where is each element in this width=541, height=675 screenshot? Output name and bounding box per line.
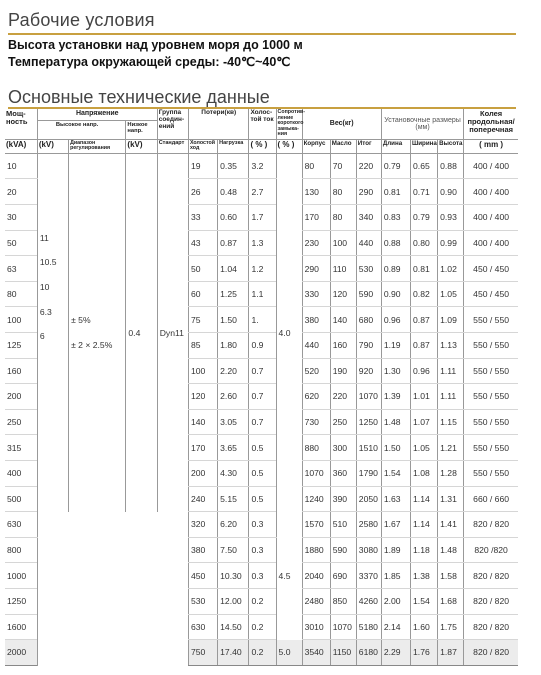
cell-current: 1.7 (249, 205, 276, 231)
cell-total: 3370 (356, 563, 381, 589)
cell-body: 170 (302, 205, 330, 231)
section-title-working-conditions: Рабочие условия (8, 10, 155, 30)
cell-current: 1. (249, 307, 276, 333)
unit-current: ( % ) (249, 139, 276, 153)
cell-current: 0.2 (249, 614, 276, 640)
cell-power: 160 (5, 358, 37, 384)
unit-oil: Масло (330, 139, 356, 153)
cell-width: 1.05 (411, 435, 438, 461)
section-title-tech-data: Основные технические данные (8, 87, 270, 107)
cell-width: 1.38 (411, 563, 438, 589)
cell-width: 0.82 (411, 281, 438, 307)
cell-oil: 300 (330, 435, 356, 461)
cell-body: 380 (302, 307, 330, 333)
cell-current: 1.1 (249, 281, 276, 307)
reg-value: ± 2 × 2.5% (71, 339, 113, 350)
cell-gauge: 400 / 400 (464, 205, 518, 231)
cell-oil: 80 (330, 179, 356, 205)
cell-load: 6.20 (218, 512, 249, 538)
cell-body: 1880 (302, 537, 330, 563)
cell-length: 1.54 (381, 460, 410, 486)
cell-height: 1.28 (438, 460, 464, 486)
cell-body: 520 (302, 358, 330, 384)
cell-noload: 320 (188, 512, 217, 538)
cell-total: 440 (356, 230, 381, 256)
altitude-line: Высота установки над уровнем моря до 1000 м (8, 38, 303, 52)
cell-body: 1240 (302, 486, 330, 512)
cell-gauge: 660 / 660 (464, 486, 518, 512)
cell-oil: 1070 (330, 614, 356, 640)
cell-length: 1.48 (381, 409, 410, 435)
cell-noload: 75 (188, 307, 217, 333)
cell-noload: 26 (188, 179, 217, 205)
cell-gauge: 550 / 550 (464, 332, 518, 358)
header-weight: Вес(кг) (302, 109, 381, 139)
cell-power: 80 (5, 281, 37, 307)
cell-power: 125 (5, 332, 37, 358)
cell-oil: 190 (330, 358, 356, 384)
cell-gauge: 550 / 550 (464, 409, 518, 435)
cell-height: 1.11 (438, 384, 464, 410)
cell-length: 0.79 (381, 153, 410, 179)
hv-value: 10 (39, 282, 50, 293)
cell-length: 0.88 (381, 230, 410, 256)
cell-current: 0.2 (249, 588, 276, 614)
unit-load: Нагрузка (218, 139, 249, 153)
cell-current: 0.7 (249, 384, 276, 410)
cell-height: 1.13 (438, 332, 464, 358)
cell-length: 0.89 (381, 256, 410, 282)
cell-length: 1.85 (381, 563, 410, 589)
cell-oil: 390 (330, 486, 356, 512)
header-noload-current: Холос-той ток (249, 109, 276, 139)
cell-power: 2000 (5, 640, 37, 666)
hv-values (37, 153, 68, 511)
header-group: Группа соедин-ений (157, 109, 188, 139)
cell-width: 1.08 (411, 460, 438, 486)
cell-total: 1250 (356, 409, 381, 435)
cell-length: 1.89 (381, 537, 410, 563)
cell-height: 0.99 (438, 230, 464, 256)
cell-body: 290 (302, 256, 330, 282)
cell-length: 1.67 (381, 512, 410, 538)
imp-value-1: 4.0 (276, 153, 302, 511)
cell-load: 1.25 (218, 281, 249, 307)
cell-load: 1.04 (218, 256, 249, 282)
header-lv: Низкое напр. (126, 121, 157, 139)
header-gauge: Колея продольная/ поперечная (464, 109, 518, 139)
cell-load: 14.50 (218, 614, 249, 640)
spec-table (5, 109, 518, 666)
cell-current: 1.3 (249, 230, 276, 256)
cell-total: 5180 (356, 614, 381, 640)
header-sc-impedance: Сопротив-ление короткого замыка-ния (276, 109, 302, 139)
cell-power: 400 (5, 460, 37, 486)
cell-height: 1.02 (438, 256, 464, 282)
cell-total: 1510 (356, 435, 381, 461)
cell-total: 3080 (356, 537, 381, 563)
group-value: Dyn11 (157, 153, 188, 511)
cell-load: 2.60 (218, 384, 249, 410)
hv-value: 10.5 (39, 257, 57, 268)
cell-load: 1.80 (218, 332, 249, 358)
cell-noload: 450 (188, 563, 217, 589)
cell-body: 80 (302, 153, 330, 179)
cell-power: 10 (5, 153, 37, 179)
cell-length: 1.63 (381, 486, 410, 512)
unit-reg: Диапазон регулирования (69, 139, 126, 153)
cell-height: 1.11 (438, 358, 464, 384)
cell-load: 3.05 (218, 409, 249, 435)
cell-current: 1.2 (249, 256, 276, 282)
cell-noload: 43 (188, 230, 217, 256)
cell-noload: 140 (188, 409, 217, 435)
cell-height: 0.88 (438, 153, 464, 179)
temperature-line: Температура окружающей среды: -40℃~40℃ (8, 55, 291, 69)
cell-length: 2.29 (381, 640, 410, 666)
cell-current: 0.9 (249, 332, 276, 358)
cell-current: 0.7 (249, 358, 276, 384)
header-power: Мощ-ность (6, 109, 28, 126)
cell-length: 1.30 (381, 358, 410, 384)
cell-total: 530 (356, 256, 381, 282)
cell-total: 290 (356, 179, 381, 205)
cell-power: 30 (5, 205, 37, 231)
cell-length: 1.19 (381, 332, 410, 358)
cell-length: 2.14 (381, 614, 410, 640)
header-losses: Потери(кв) (188, 109, 248, 139)
cell-power: 800 (5, 537, 37, 563)
cell-oil: 250 (330, 409, 356, 435)
cell-load: 0.87 (218, 230, 249, 256)
cell-height: 1.21 (438, 435, 464, 461)
cell-power: 250 (5, 409, 37, 435)
cell-power: 315 (5, 435, 37, 461)
cell-body: 2480 (302, 588, 330, 614)
cell-total: 790 (356, 332, 381, 358)
cell-power: 63 (5, 256, 37, 282)
cell-power: 1600 (5, 614, 37, 640)
cell-body: 440 (302, 332, 330, 358)
hv-value: 11 (39, 232, 49, 243)
cell-height: 1.15 (438, 409, 464, 435)
cell-gauge: 550 / 550 (464, 358, 518, 384)
imp-value-2: 4.5 (276, 512, 302, 640)
cell-width: 1.76 (411, 640, 438, 666)
unit-lv: (kV) (126, 139, 157, 153)
unit-imp: ( % ) (276, 139, 302, 153)
cell-gauge: 550 / 550 (464, 435, 518, 461)
hv-value: 6.3 (39, 306, 52, 317)
cell-gauge: 550 / 550 (464, 460, 518, 486)
cell-height: 1.41 (438, 512, 464, 538)
title-underline (8, 33, 516, 35)
unit-width: Ширина (411, 139, 438, 153)
table-body (5, 153, 518, 665)
cell-total: 2580 (356, 512, 381, 538)
cell-oil: 140 (330, 307, 356, 333)
cell-gauge: 400 / 400 (464, 179, 518, 205)
cell-noload: 750 (188, 640, 217, 666)
cell-oil: 1150 (330, 640, 356, 666)
cell-width: 1.18 (411, 537, 438, 563)
cell-width: 0.96 (411, 358, 438, 384)
cell-load: 3.65 (218, 435, 249, 461)
cell-load: 7.50 (218, 537, 249, 563)
cell-body: 330 (302, 281, 330, 307)
cell-height: 0.93 (438, 205, 464, 231)
cell-body: 3010 (302, 614, 330, 640)
cell-width: 0.87 (411, 307, 438, 333)
cell-length: 2.00 (381, 588, 410, 614)
cell-length: 0.96 (381, 307, 410, 333)
cell-load: 5.15 (218, 486, 249, 512)
cell-height: 1.58 (438, 563, 464, 589)
cell-noload: 100 (188, 358, 217, 384)
cell-oil: 590 (330, 537, 356, 563)
reg-values (69, 153, 126, 511)
cell-oil: 220 (330, 384, 356, 410)
cell-gauge: 820 / 820 (464, 512, 518, 538)
cell-gauge: 450 / 450 (464, 256, 518, 282)
cell-noload: 85 (188, 332, 217, 358)
cell-total: 920 (356, 358, 381, 384)
cell-noload: 380 (188, 537, 217, 563)
cell-power: 630 (5, 512, 37, 538)
cell-width: 0.81 (411, 256, 438, 282)
cell-power: 20 (5, 179, 37, 205)
lv-value: 0.4 (126, 153, 157, 511)
cell-load: 12.00 (218, 588, 249, 614)
cell-power: 50 (5, 230, 37, 256)
cell-body: 880 (302, 435, 330, 461)
unit-length: Длина (381, 139, 410, 153)
cell-height: 0.90 (438, 179, 464, 205)
cell-oil: 360 (330, 460, 356, 486)
unit-noload: Холостой ход (188, 139, 217, 153)
cell-current: 0.5 (249, 435, 276, 461)
cell-oil: 100 (330, 230, 356, 256)
cell-gauge: 550 / 550 (464, 307, 518, 333)
cell-oil: 110 (330, 256, 356, 282)
cell-oil: 70 (330, 153, 356, 179)
cell-width: 0.71 (411, 179, 438, 205)
cell-gauge: 820 / 820 (464, 563, 518, 589)
cell-height: 1.87 (438, 640, 464, 666)
reg-value: ± 5% (71, 315, 91, 326)
cell-current: 0.3 (249, 563, 276, 589)
header-hv: Высокое напр. (37, 121, 126, 139)
cell-gauge: 820 / 820 (464, 588, 518, 614)
unit-height: Высота (438, 139, 464, 153)
table-row (5, 512, 518, 538)
cell-gauge: 450 / 450 (464, 281, 518, 307)
cell-total: 4260 (356, 588, 381, 614)
cell-noload: 60 (188, 281, 217, 307)
cell-gauge: 550 / 550 (464, 384, 518, 410)
unit-gauge: ( mm ) (464, 139, 518, 153)
cell-body: 620 (302, 384, 330, 410)
cell-gauge: 820 / 820 (464, 614, 518, 640)
cell-load: 0.48 (218, 179, 249, 205)
cell-width: 1.54 (411, 588, 438, 614)
cell-width: 1.14 (411, 512, 438, 538)
cell-width: 1.07 (411, 409, 438, 435)
cell-load: 0.60 (218, 205, 249, 231)
cell-length: 0.81 (381, 179, 410, 205)
cell-width: 0.80 (411, 230, 438, 256)
cell-current: 0.7 (249, 409, 276, 435)
cell-body: 3540 (302, 640, 330, 666)
cell-length: 1.39 (381, 384, 410, 410)
cell-height: 1.31 (438, 486, 464, 512)
cell-noload: 33 (188, 205, 217, 231)
cell-oil: 510 (330, 512, 356, 538)
cell-noload: 200 (188, 460, 217, 486)
cell-oil: 850 (330, 588, 356, 614)
cell-power: 1250 (5, 588, 37, 614)
cell-oil: 690 (330, 563, 356, 589)
cell-gauge: 820 /820 (464, 537, 518, 563)
cell-gauge: 400 / 400 (464, 153, 518, 179)
cell-load: 17.40 (218, 640, 249, 666)
cell-total: 590 (356, 281, 381, 307)
cell-total: 1790 (356, 460, 381, 486)
cell-width: 1.01 (411, 384, 438, 410)
cell-width: 0.87 (411, 332, 438, 358)
cell-width: 0.79 (411, 205, 438, 231)
cell-noload: 50 (188, 256, 217, 282)
cell-height: 1.05 (438, 281, 464, 307)
cell-body: 1570 (302, 512, 330, 538)
unit-hv: (kV) (37, 139, 68, 153)
cell-gauge: 400 / 400 (464, 230, 518, 256)
cell-width: 0.65 (411, 153, 438, 179)
cell-length: 0.83 (381, 205, 410, 231)
cell-noload: 120 (188, 384, 217, 410)
cell-power: 200 (5, 384, 37, 410)
cell-power: 100 (5, 307, 37, 333)
unit-total: Итог (356, 139, 381, 153)
unit-body: Корпус (302, 139, 330, 153)
cell-power: 1000 (5, 563, 37, 589)
table-row (5, 153, 518, 179)
cell-body: 1070 (302, 460, 330, 486)
cell-width: 1.14 (411, 486, 438, 512)
cell-noload: 630 (188, 614, 217, 640)
cell-oil: 80 (330, 205, 356, 231)
cell-total: 2050 (356, 486, 381, 512)
cell-total: 340 (356, 205, 381, 231)
cell-gauge: 820 / 820 (464, 640, 518, 666)
hv-value: 6 (39, 331, 45, 342)
cell-height: 1.48 (438, 537, 464, 563)
cell-length: 0.90 (381, 281, 410, 307)
cell-current: 0.5 (249, 486, 276, 512)
cell-height: 1.09 (438, 307, 464, 333)
cell-current: 0.2 (249, 640, 276, 666)
cell-noload: 530 (188, 588, 217, 614)
cell-load: 4.30 (218, 460, 249, 486)
cell-noload: 170 (188, 435, 217, 461)
cell-current: 0.5 (249, 460, 276, 486)
cell-length: 1.50 (381, 435, 410, 461)
cell-height: 1.75 (438, 614, 464, 640)
cell-noload: 240 (188, 486, 217, 512)
cell-noload: 19 (188, 153, 217, 179)
cell-total: 220 (356, 153, 381, 179)
cell-current: 0.3 (249, 512, 276, 538)
cell-current: 2.7 (249, 179, 276, 205)
cell-current: 0.3 (249, 537, 276, 563)
cell-current: 3.2 (249, 153, 276, 179)
cell-load: 0.35 (218, 153, 249, 179)
cell-load: 10.30 (218, 563, 249, 589)
cell-oil: 160 (330, 332, 356, 358)
cell-total: 680 (356, 307, 381, 333)
cell-body: 230 (302, 230, 330, 256)
cell-height: 1.68 (438, 588, 464, 614)
empty-block (37, 512, 188, 666)
header-voltage: Напряжение (37, 109, 157, 121)
unit-power: (kVA) (5, 139, 37, 153)
cell-total: 6180 (356, 640, 381, 666)
cell-load: 1.50 (218, 307, 249, 333)
cell-total: 1070 (356, 384, 381, 410)
cell-power: 500 (5, 486, 37, 512)
cell-body: 130 (302, 179, 330, 205)
cell-oil: 120 (330, 281, 356, 307)
cell-width: 1.60 (411, 614, 438, 640)
header-dims: Установочные размеры (мм) (381, 109, 463, 139)
cell-body: 730 (302, 409, 330, 435)
cell-body: 2040 (302, 563, 330, 589)
imp-value-3: 5.0 (276, 640, 302, 666)
cell-load: 2.20 (218, 358, 249, 384)
unit-group: Стандарт (157, 139, 188, 153)
